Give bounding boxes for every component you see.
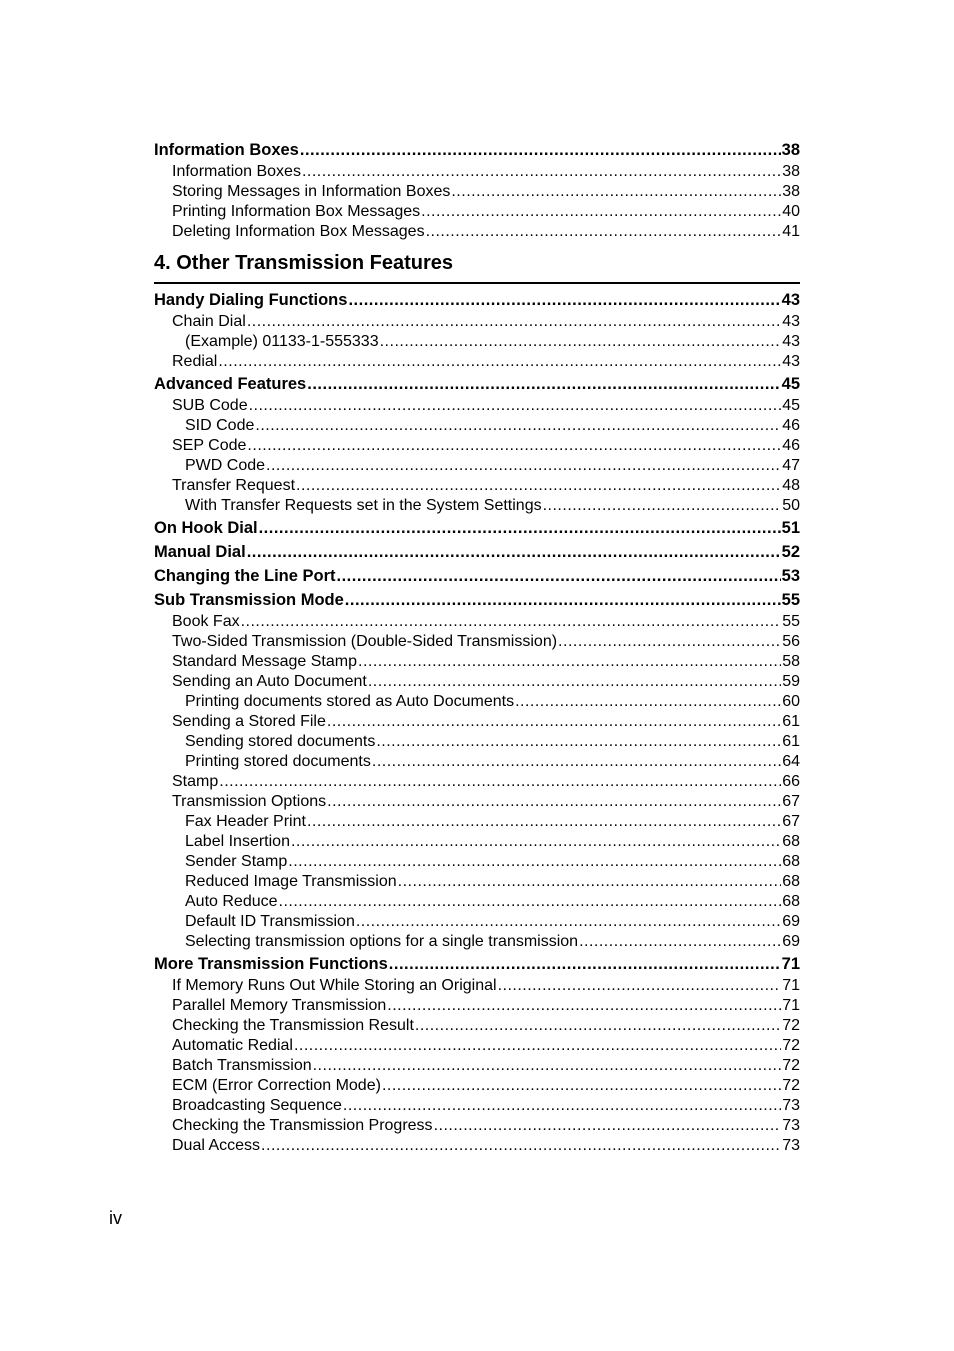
toc-entry-page: 55 bbox=[782, 613, 800, 630]
toc-entry-title: SEP Code bbox=[172, 437, 247, 454]
toc-entry-title: Printing Information Box Messages bbox=[172, 203, 421, 220]
toc-entry-page: 43 bbox=[782, 333, 800, 350]
dot-leader bbox=[294, 1036, 781, 1056]
toc-entry-title: ECM (Error Correction Mode) bbox=[172, 1077, 381, 1094]
toc-entry[interactable] bbox=[154, 312, 800, 332]
toc-entry-title: Sending stored documents bbox=[185, 733, 376, 750]
toc-entry[interactable] bbox=[154, 416, 800, 436]
toc-entry-page: 69 bbox=[782, 933, 800, 950]
toc-entry-page: 73 bbox=[782, 1097, 800, 1114]
toc-main-list bbox=[154, 288, 800, 1156]
toc-entry-page: 68 bbox=[782, 873, 800, 890]
toc-entry[interactable] bbox=[154, 772, 800, 792]
toc-entry-page: 71 bbox=[782, 997, 800, 1014]
toc-entry[interactable] bbox=[154, 332, 800, 352]
dot-leader bbox=[327, 792, 781, 812]
toc-entry[interactable] bbox=[154, 672, 800, 692]
dot-leader bbox=[288, 852, 781, 872]
toc-entry[interactable] bbox=[154, 1056, 800, 1076]
toc-entry-page: 68 bbox=[782, 853, 800, 870]
toc-entry-title: Checking the Transmission Result bbox=[172, 1017, 414, 1034]
dot-leader bbox=[426, 222, 782, 242]
dot-leader bbox=[241, 612, 782, 632]
dot-leader bbox=[259, 516, 781, 540]
dot-leader bbox=[249, 396, 782, 416]
toc-entry-page: 40 bbox=[782, 203, 800, 220]
toc-entry[interactable] bbox=[154, 732, 800, 752]
toc-entry-title: Handy Dialing Functions bbox=[154, 291, 348, 309]
toc-entry[interactable] bbox=[154, 1016, 800, 1036]
toc-entry[interactable] bbox=[154, 912, 800, 932]
toc-entry-page: 45 bbox=[781, 375, 800, 393]
toc-entry-title: Sending a Stored File bbox=[172, 713, 326, 730]
toc-entry-title: Transmission Options bbox=[172, 793, 327, 810]
toc-entry[interactable] bbox=[154, 1076, 800, 1096]
toc-entry[interactable] bbox=[154, 832, 800, 852]
toc-entry-page: 67 bbox=[782, 813, 800, 830]
dot-leader bbox=[307, 812, 781, 832]
toc-entry-page: 68 bbox=[782, 833, 800, 850]
toc-entry-title: Book Fax bbox=[172, 613, 240, 630]
dot-leader bbox=[543, 496, 782, 516]
toc-entry-title: Advanced Features bbox=[154, 375, 307, 393]
dot-leader bbox=[218, 352, 781, 372]
dot-leader bbox=[368, 672, 781, 692]
toc-entry[interactable] bbox=[154, 712, 800, 732]
toc-entry-title: Reduced Image Transmission bbox=[185, 873, 397, 890]
toc-entry-page: 56 bbox=[782, 633, 800, 650]
toc-entry-title: Deleting Information Box Messages bbox=[172, 223, 425, 240]
dot-leader bbox=[266, 456, 781, 476]
dot-leader bbox=[247, 540, 781, 564]
toc-entry[interactable] bbox=[154, 652, 800, 672]
toc-entry-page: 60 bbox=[782, 693, 800, 710]
toc-entry-title: Batch Transmission bbox=[172, 1057, 312, 1074]
toc-entry-title: Sender Stamp bbox=[185, 853, 288, 870]
toc-entry-page: 59 bbox=[782, 673, 800, 690]
toc-entry-page: 58 bbox=[782, 653, 800, 670]
chapter-heading: 4. Other Transmission Features bbox=[154, 250, 800, 284]
toc-entry-page: 46 bbox=[782, 417, 800, 434]
toc-entry-page: 38 bbox=[782, 183, 800, 200]
toc-entry[interactable] bbox=[154, 872, 800, 892]
toc-entry-title: Sub Transmission Mode bbox=[154, 591, 344, 609]
toc-entry[interactable] bbox=[154, 1116, 800, 1136]
toc-entry-page: 45 bbox=[782, 397, 800, 414]
dot-leader bbox=[300, 138, 781, 162]
dot-leader bbox=[515, 692, 781, 712]
toc-entry-page: 51 bbox=[781, 519, 800, 537]
toc-entry-title: If Memory Runs Out While Storing an Original bbox=[172, 977, 497, 994]
dot-leader bbox=[291, 832, 781, 852]
toc-entry-page: 73 bbox=[782, 1137, 800, 1154]
toc-entry[interactable] bbox=[154, 496, 800, 516]
toc-entry-page: 43 bbox=[782, 353, 800, 370]
toc-entry[interactable] bbox=[154, 396, 800, 416]
dot-leader bbox=[372, 752, 781, 772]
toc-entry-title: Changing the Line Port bbox=[154, 567, 336, 585]
toc-entry-page: 48 bbox=[782, 477, 800, 494]
dot-leader bbox=[261, 1136, 781, 1156]
dot-leader bbox=[307, 372, 780, 396]
toc-entry[interactable] bbox=[154, 692, 800, 712]
toc-entry-title: Information Boxes bbox=[172, 163, 301, 180]
toc-entry-page: 69 bbox=[782, 913, 800, 930]
toc-entry-page: 43 bbox=[782, 313, 800, 330]
toc-entry-title: Dual Access bbox=[172, 1137, 261, 1154]
toc-entry-page: 46 bbox=[782, 437, 800, 454]
dot-leader bbox=[247, 436, 781, 456]
dot-leader bbox=[302, 162, 781, 182]
toc-entry-title: Stamp bbox=[172, 773, 219, 790]
toc-entry-page: 72 bbox=[782, 1037, 800, 1054]
toc-entry-title: Default ID Transmission bbox=[185, 913, 355, 930]
toc-entry[interactable] bbox=[154, 852, 800, 872]
toc-entry-page: 43 bbox=[781, 291, 800, 309]
toc-entry[interactable] bbox=[154, 436, 800, 456]
dot-leader bbox=[498, 976, 782, 996]
toc-entry-title: More Transmission Functions bbox=[154, 955, 388, 973]
toc-entry-title: On Hook Dial bbox=[154, 519, 258, 537]
toc-entry[interactable] bbox=[154, 456, 800, 476]
toc-entry[interactable] bbox=[154, 476, 800, 496]
dot-leader bbox=[421, 202, 781, 222]
toc-entry[interactable] bbox=[154, 564, 800, 588]
toc-entry-page: 38 bbox=[782, 163, 800, 180]
toc-entry-page: 72 bbox=[782, 1057, 800, 1074]
dot-leader bbox=[579, 932, 781, 952]
dot-leader bbox=[451, 182, 781, 202]
toc-entry[interactable] bbox=[154, 1036, 800, 1056]
toc-entry-page: 55 bbox=[781, 591, 800, 609]
toc-entry-page: 66 bbox=[782, 773, 800, 790]
dot-leader bbox=[415, 1016, 781, 1036]
toc-entry-title: (Example) 01133-1-555333 bbox=[185, 333, 379, 350]
toc-entry-title: Fax Header Print bbox=[185, 813, 306, 830]
toc-entry-title: Standard Message Stamp bbox=[172, 653, 357, 670]
toc-entry[interactable] bbox=[154, 516, 800, 540]
dot-leader bbox=[279, 892, 782, 912]
toc-entry-title: Automatic Redial bbox=[172, 1037, 293, 1054]
dot-leader bbox=[313, 1056, 782, 1076]
toc-entry[interactable] bbox=[154, 182, 800, 202]
toc-entry-page: 71 bbox=[781, 955, 800, 973]
toc-entry-title: Two-Sided Transmission (Double-Sided Transmission) bbox=[172, 633, 558, 650]
toc-entry-page: 47 bbox=[782, 457, 800, 474]
toc-entry-title: Storing Messages in Information Boxes bbox=[172, 183, 451, 200]
dot-leader bbox=[247, 312, 781, 332]
toc-entry-title: Printing documents stored as Auto Documents bbox=[185, 693, 515, 710]
toc-entry-title: Auto Reduce bbox=[185, 893, 278, 910]
toc-entry-page: 61 bbox=[782, 733, 800, 750]
dot-leader bbox=[348, 288, 780, 312]
toc-entry[interactable] bbox=[154, 812, 800, 832]
toc-entry-title: Manual Dial bbox=[154, 543, 246, 561]
toc-entry[interactable] bbox=[154, 632, 800, 652]
toc-entry-title: Transfer Request bbox=[172, 477, 296, 494]
dot-leader bbox=[398, 872, 782, 892]
toc-entry[interactable] bbox=[154, 372, 800, 396]
toc-entry-page: 53 bbox=[781, 567, 800, 585]
dot-leader bbox=[219, 772, 781, 792]
toc-entry[interactable] bbox=[154, 222, 800, 242]
dot-leader bbox=[358, 652, 781, 672]
toc-entry-page: 50 bbox=[782, 497, 800, 514]
toc-entry-page: 71 bbox=[782, 977, 800, 994]
toc-entry-title: Information Boxes bbox=[154, 141, 299, 159]
dot-leader bbox=[387, 996, 781, 1016]
toc-entry-page: 52 bbox=[781, 543, 800, 561]
toc-entry[interactable] bbox=[154, 952, 800, 976]
dot-leader bbox=[558, 632, 781, 652]
dot-leader bbox=[389, 952, 781, 976]
toc-entry-title: Checking the Transmission Progress bbox=[172, 1117, 433, 1134]
dot-leader bbox=[376, 732, 781, 752]
dot-leader bbox=[382, 1076, 781, 1096]
toc-entry-title: With Transfer Requests set in the System Settings bbox=[185, 497, 542, 514]
toc-entry-page: 72 bbox=[782, 1077, 800, 1094]
dot-leader bbox=[327, 712, 781, 732]
toc-entry[interactable] bbox=[154, 352, 800, 372]
toc-entry[interactable] bbox=[154, 288, 800, 312]
toc-entry[interactable] bbox=[154, 996, 800, 1016]
toc-entry-title: Broadcasting Sequence bbox=[172, 1097, 342, 1114]
toc-entry-title: Printing stored documents bbox=[185, 753, 371, 770]
toc-entry[interactable] bbox=[154, 1136, 800, 1156]
toc-entry[interactable] bbox=[154, 1096, 800, 1116]
toc-entry-page: 41 bbox=[782, 223, 800, 240]
dot-leader bbox=[296, 476, 781, 496]
toc-top-list bbox=[154, 138, 800, 242]
toc-entry-title: Redial bbox=[172, 353, 218, 370]
dot-leader bbox=[345, 588, 781, 612]
dot-leader bbox=[255, 416, 781, 436]
toc-entry-page: 72 bbox=[782, 1017, 800, 1034]
toc-entry-title: Chain Dial bbox=[172, 313, 246, 330]
toc-entry[interactable] bbox=[154, 932, 800, 952]
toc-entry[interactable] bbox=[154, 976, 800, 996]
toc-entry[interactable] bbox=[154, 588, 800, 612]
toc-entry-title: SID Code bbox=[185, 417, 255, 434]
page-number: iv bbox=[109, 1208, 122, 1228]
dot-leader bbox=[337, 564, 781, 588]
toc-entry-page: 61 bbox=[782, 713, 800, 730]
toc-entry[interactable] bbox=[154, 612, 800, 632]
dot-leader bbox=[356, 912, 781, 932]
toc-entry[interactable] bbox=[154, 792, 800, 812]
toc-entry-page: 64 bbox=[782, 753, 800, 770]
toc-entry-title: Parallel Memory Transmission bbox=[172, 997, 387, 1014]
toc-entry-page: 73 bbox=[782, 1117, 800, 1134]
toc-entry[interactable] bbox=[154, 138, 800, 162]
toc-entry-page: 38 bbox=[781, 141, 800, 159]
dot-leader bbox=[434, 1116, 782, 1136]
toc-entry[interactable] bbox=[154, 892, 800, 912]
toc-entry-title: PWD Code bbox=[185, 457, 266, 474]
toc-entry[interactable] bbox=[154, 202, 800, 222]
table-of-contents bbox=[154, 138, 800, 1156]
dot-leader bbox=[380, 332, 782, 352]
toc-entry[interactable] bbox=[154, 540, 800, 564]
toc-entry-page: 68 bbox=[782, 893, 800, 910]
toc-entry-title: Selecting transmission options for a single transmission bbox=[185, 933, 579, 950]
dot-leader bbox=[343, 1096, 781, 1116]
toc-entry-title: Label Insertion bbox=[185, 833, 290, 850]
toc-entry[interactable] bbox=[154, 162, 800, 182]
toc-entry-title: SUB Code bbox=[172, 397, 248, 414]
toc-entry-title: Sending an Auto Document bbox=[172, 673, 367, 690]
toc-entry[interactable] bbox=[154, 752, 800, 772]
toc-entry-page: 67 bbox=[782, 793, 800, 810]
